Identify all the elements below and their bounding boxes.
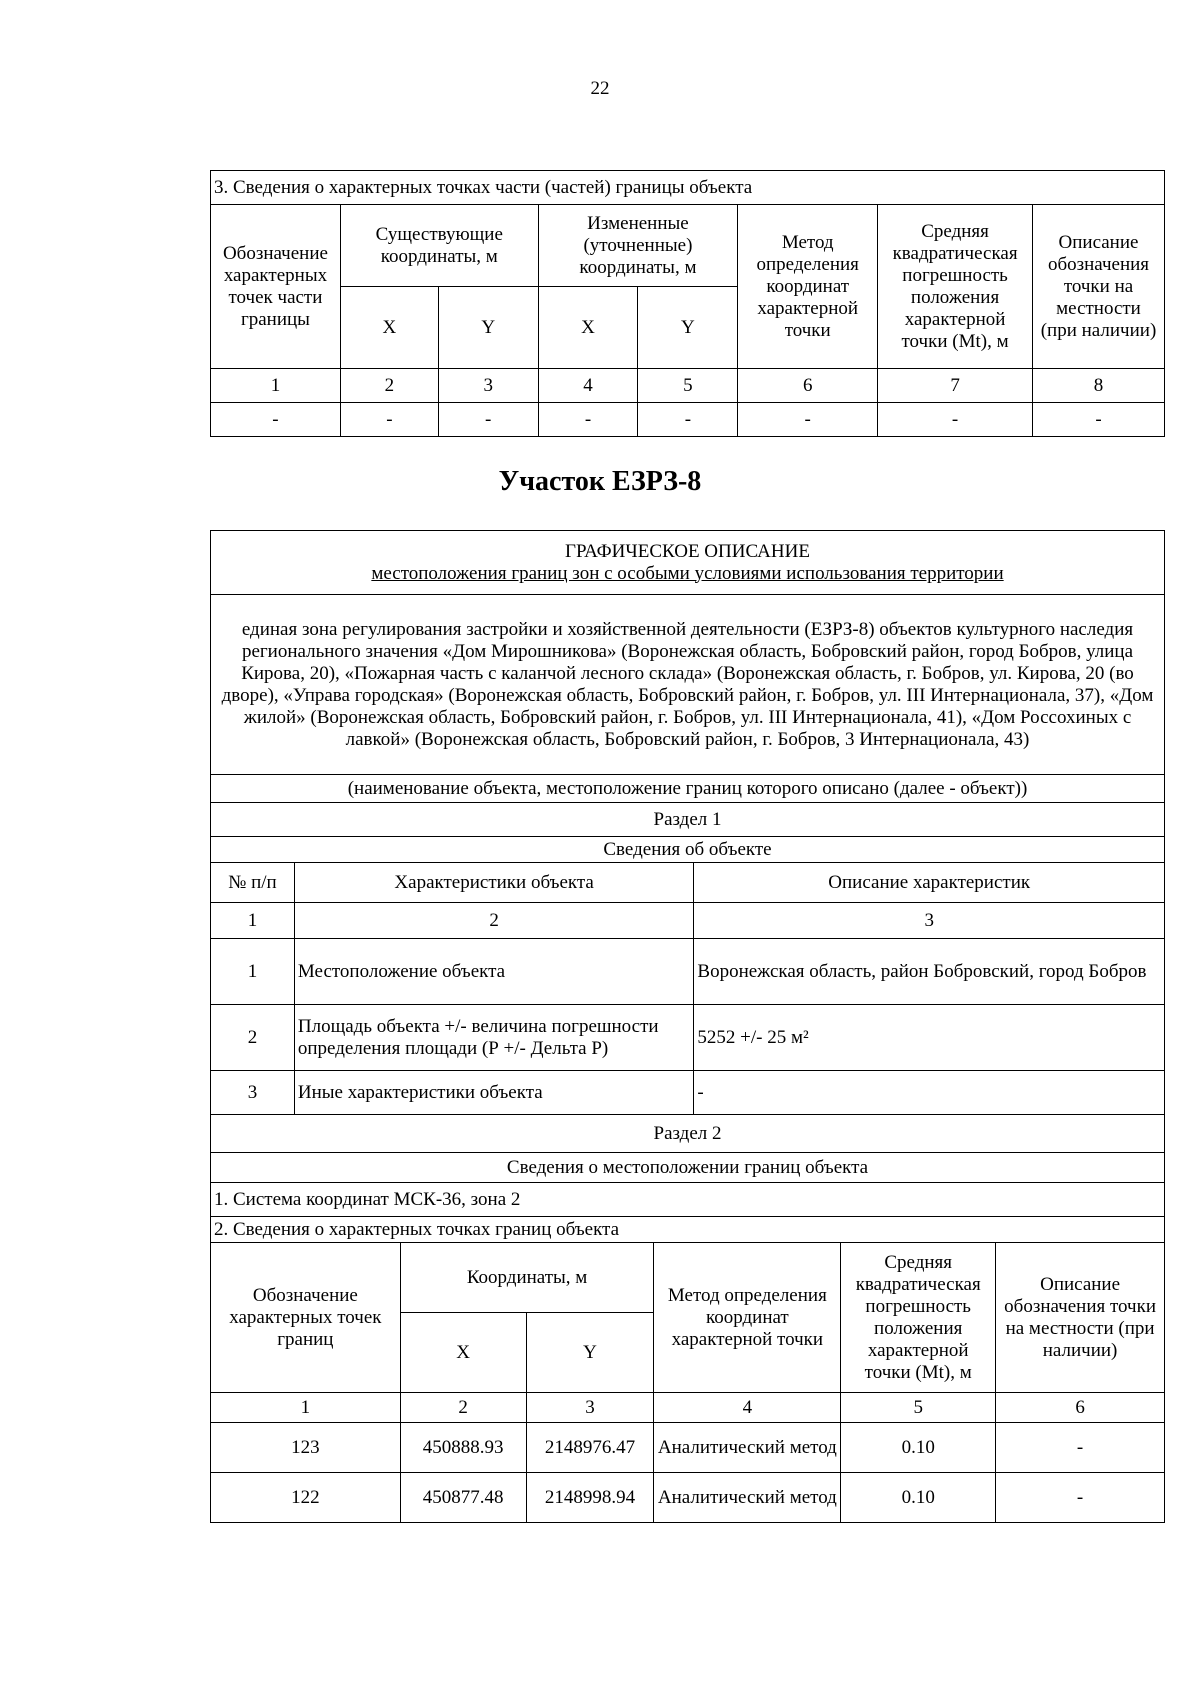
header-y: Y — [438, 287, 538, 369]
point-description: - — [996, 1423, 1165, 1473]
column-number: 1 — [211, 1393, 401, 1423]
header-point-method: Метод определения координат характерной точки — [654, 1243, 841, 1393]
table-cell: - — [438, 403, 538, 437]
characteristic-value: 5252 +/- 25 м² — [694, 1005, 1165, 1071]
point-error: 0.10 — [841, 1473, 996, 1523]
column-number: 4 — [538, 369, 638, 403]
section-heading: Участок ЕЗРЗ-8 — [498, 466, 702, 497]
document-subtitle: местоположения границ зон с особыми условиями использования территории — [371, 562, 1004, 584]
graphic-description-table — [210, 530, 1165, 1523]
column-number: 3 — [694, 903, 1165, 939]
column-number: 4 — [654, 1393, 841, 1423]
object-caption: (наименование объекта, местоположение границ которого описано (далее - объект)) — [211, 775, 1165, 803]
column-number: 5 — [841, 1393, 996, 1423]
point-description: - — [996, 1473, 1165, 1523]
row-number: 1 — [211, 939, 295, 1005]
header-point-error: Средняя квадратическая погрешность положения характерной точки (Mt), м — [841, 1243, 996, 1393]
row-number: 2 — [211, 1005, 295, 1071]
header-designation: Обозначение характерных точек части границы — [211, 205, 341, 369]
point-id: 123 — [211, 1423, 401, 1473]
section2-title: Сведения о местоположении границ объекта — [211, 1153, 1165, 1183]
table-cell: - — [538, 403, 638, 437]
characteristic-name: Площадь объекта +/- величина погрешности определения площади (Р +/- Дельта Р) — [294, 1005, 694, 1071]
header-coordinates: Координаты, м — [400, 1243, 654, 1313]
table-cell: - — [738, 403, 878, 437]
characteristic-name: Иные характеристики объекта — [294, 1071, 694, 1115]
table-cell: - — [211, 403, 341, 437]
point-x: 450877.48 — [400, 1473, 526, 1523]
table-cell: - — [340, 403, 438, 437]
column-number: 2 — [340, 369, 438, 403]
header-method: Метод определения координат характерной точки — [738, 205, 878, 369]
document-title-cell — [211, 531, 1165, 595]
header-number: № п/п — [211, 863, 295, 903]
column-number: 3 — [438, 369, 538, 403]
header-y: Y — [526, 1313, 654, 1393]
coordinate-system: 1. Система координат МСК-36, зона 2 — [211, 1183, 1165, 1217]
column-number: 6 — [738, 369, 878, 403]
points-caption: 2. Сведения о характерных точках границ объекта — [211, 1217, 1165, 1243]
table1-caption: 3. Сведения о характерных точках части (частей) границы объекта — [211, 171, 1165, 205]
header-point-description: Описание обозначения точки на местности (при наличии) — [996, 1243, 1165, 1393]
header-characteristic-description: Описание характеристик — [694, 863, 1165, 903]
point-x: 450888.93 — [400, 1423, 526, 1473]
section1-label: Раздел 1 — [211, 803, 1165, 837]
point-y: 2148998.94 — [526, 1473, 654, 1523]
characteristic-value: Воронежская область, район Бобровский, город Бобров — [694, 939, 1165, 1005]
section2-label: Раздел 2 — [211, 1115, 1165, 1153]
point-y: 2148976.47 — [526, 1423, 654, 1473]
column-number: 3 — [526, 1393, 654, 1423]
part-points-table — [210, 170, 1165, 437]
column-number: 5 — [638, 369, 738, 403]
point-error: 0.10 — [841, 1423, 996, 1473]
point-id: 122 — [211, 1473, 401, 1523]
table-cell: - — [1033, 403, 1165, 437]
header-description: Описание обозначения точки на местности (при наличии) — [1033, 205, 1165, 369]
header-characteristic: Характеристики объекта — [294, 863, 694, 903]
header-error: Средняя квадратическая погрешность положения характерной точки (Mt), м — [878, 205, 1033, 369]
column-number: 6 — [996, 1393, 1165, 1423]
characteristic-value: - — [694, 1071, 1165, 1115]
column-number: 8 — [1033, 369, 1165, 403]
section1-title: Сведения об объекте — [211, 837, 1165, 863]
header-y: Y — [638, 287, 738, 369]
header-point-designation: Обозначение характерных точек границ — [211, 1243, 401, 1393]
header-existing: Существующие координаты, м — [340, 205, 538, 287]
column-number: 7 — [878, 369, 1033, 403]
point-method: Аналитический метод — [654, 1473, 841, 1523]
header-changed: Измененные (уточненные) координаты, м — [538, 205, 738, 287]
column-number: 1 — [211, 903, 295, 939]
header-x: X — [400, 1313, 526, 1393]
object-name: единая зона регулирования застройки и хозяйственной деятельности (ЕЗРЗ-8) объектов культурного наследия регионального значения «Дом Мирошникова» (Воронежская область, Бобровский район, город Бобров, улица Кирова, 20), «Пожарная часть с каланчой лесного склада» (Воронежская область, г. Бобров, ул. Кирова, 20 (во дворе), «Управа городская» (Воронежская область, Бобровский район, г. Бобров, ул. III Интернационала, 37), «Дом жилой» (Воронежская область, Бобровский район, г. Бобров, ул. III Интернационала, 41), «Дом Россохиных с лавкой» (Воронежская область, Бобровский район, г. Бобров, 3 Интернационала, 43) — [211, 595, 1165, 775]
point-method: Аналитический метод — [654, 1423, 841, 1473]
column-number: 2 — [294, 903, 694, 939]
column-number: 2 — [400, 1393, 526, 1423]
header-x: X — [538, 287, 638, 369]
characteristic-name: Местоположение объекта — [294, 939, 694, 1005]
row-number: 3 — [211, 1071, 295, 1115]
table-cell: - — [878, 403, 1033, 437]
table-cell: - — [638, 403, 738, 437]
column-number: 1 — [211, 369, 341, 403]
page-number: 22 — [590, 78, 610, 99]
header-x: X — [340, 287, 438, 369]
document-title: ГРАФИЧЕСКОЕ ОПИСАНИЕ — [565, 540, 810, 562]
